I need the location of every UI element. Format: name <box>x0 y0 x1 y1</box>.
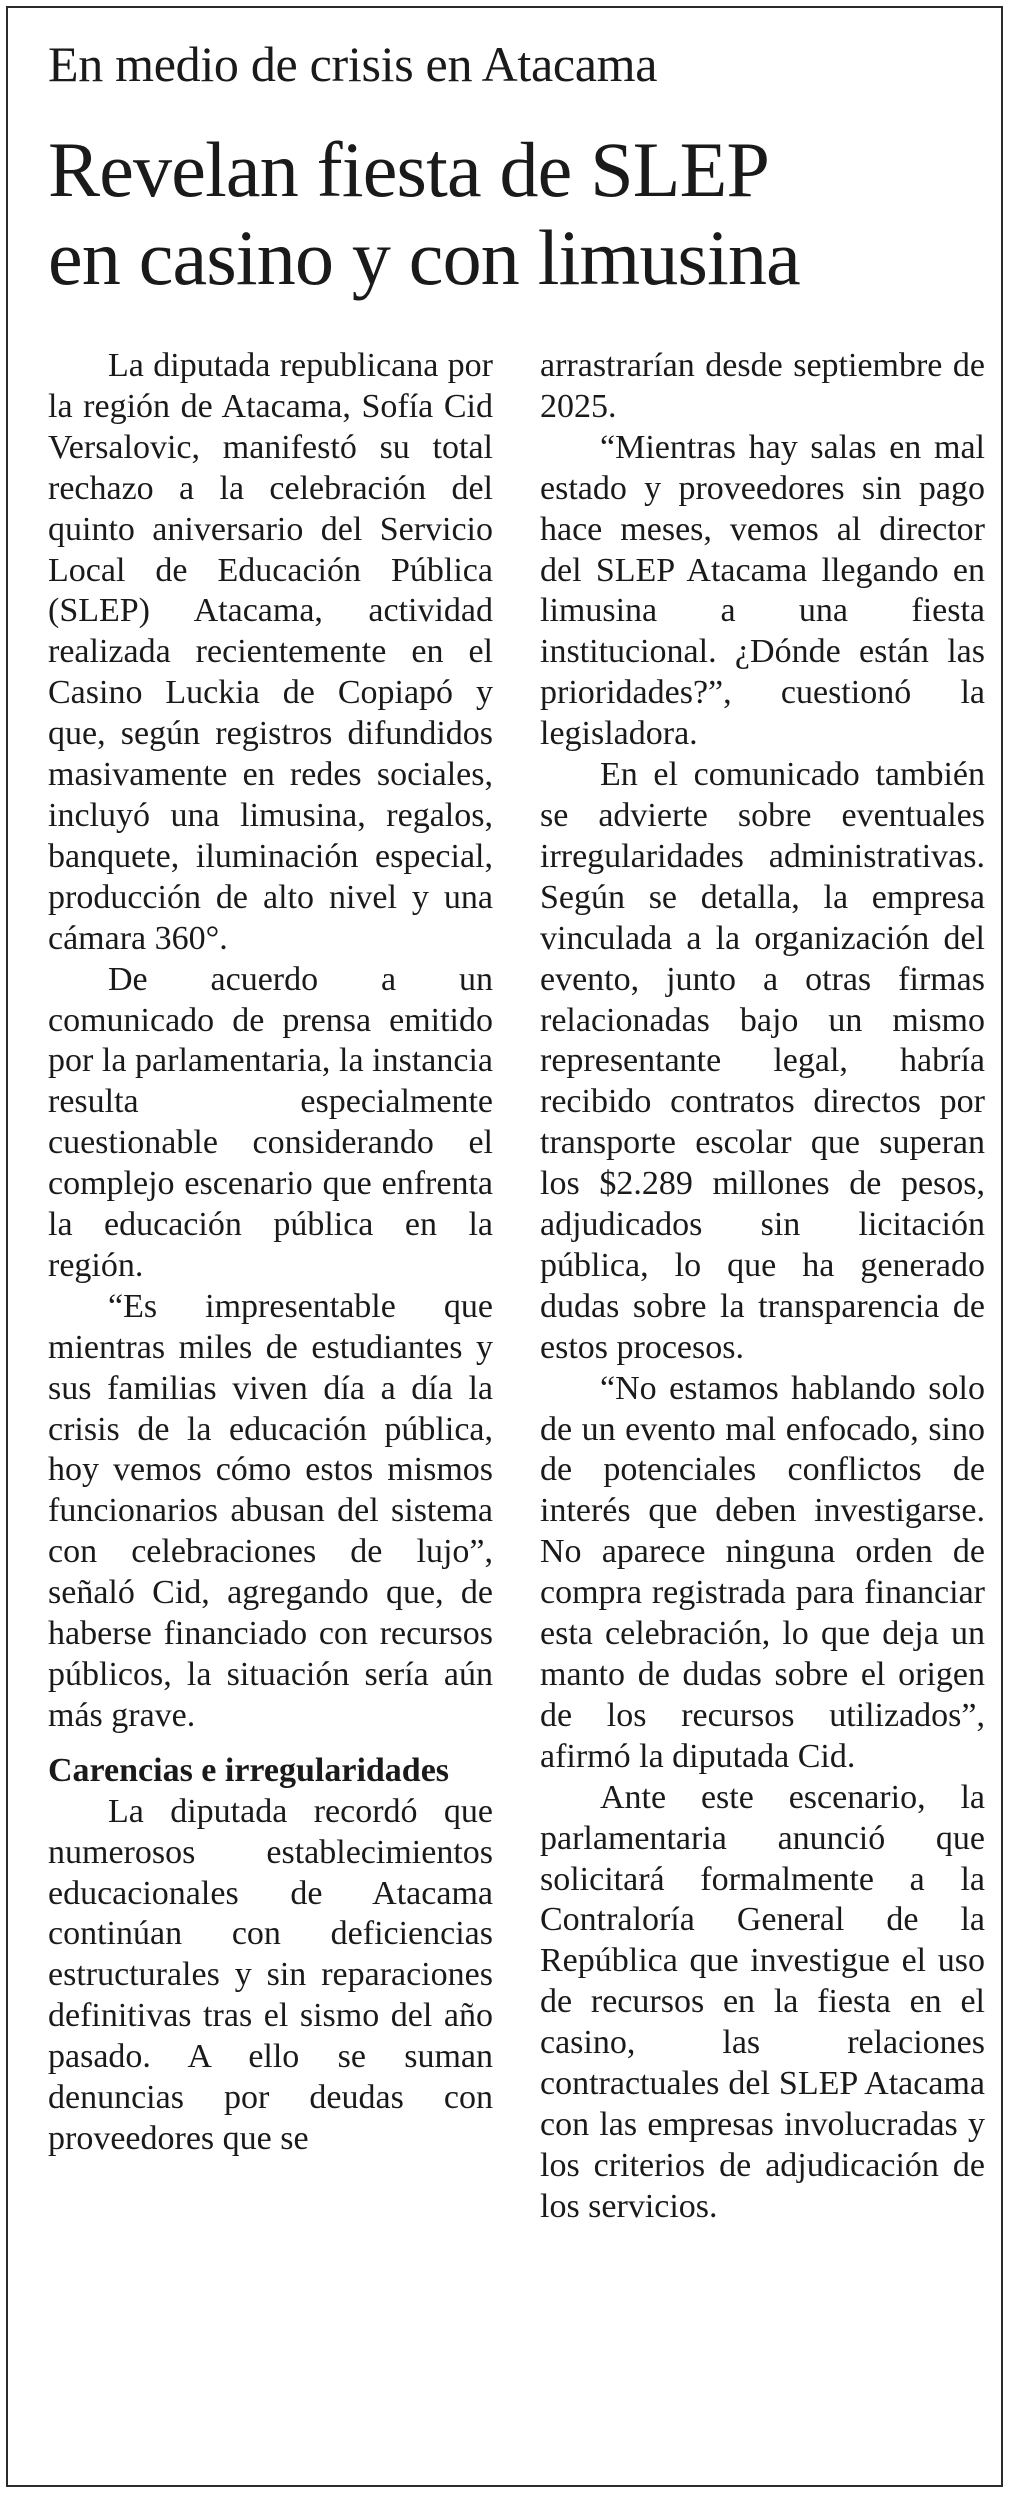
paragraph: “Mientras hay salas en mal estado y proveedores sin pago hace meses, vemos al director del SLEP Atacama llegando en limusina a una fiesta institucional. ¿Dónde están las prioridades?”, cuestionó la legisladora. <box>540 428 985 753</box>
section-subheading: Carencias e irregularidades <box>48 1751 450 1789</box>
paragraph: “No estamos hablando solo de un evento mal enfocado, sino de potenciales conflictos de interés que deben investigarse. No aparece ninguna orden de compra registrada para financiar esta celebración, lo que deja un manto de dudas sobre el origen de los recursos utilizados”, afirmó la diputada Cid. <box>540 1369 985 1775</box>
right-column <box>540 346 985 2228</box>
paragraph: “Es impresentable que mientras miles de estudiantes y sus familias viven día a día la crisis de la educación pública, hoy vemos cómo estos mismos funcionarios abusan del sistema con celebraciones de lujo”, señaló Cid, agregando que, de haberse financiado con recursos públicos, la situación sería aún más grave. <box>48 1287 493 1734</box>
article-headline <box>48 126 988 302</box>
article-kicker: En medio de crisis en Atacama <box>48 36 658 92</box>
paragraph: La diputada recordó que numerosos establecimientos educacionales de Atacama continúan con deficiencias estructurales y sin reparaciones definitivas tras el sismo del año pasado. A ello se suman denuncias por deudas con proveedores que se <box>48 1792 493 2157</box>
article-clipping <box>6 6 1003 2487</box>
paragraph: Ante este escenario, la parlamentaria anunció que solicitará formalmente a la Contraloría General de la República que investigue el uso de recursos en la fiesta en el casino, las relaciones contractuales del SLEP Atacama con las empresas involucradas y los criterios de adjudicación de los servicios. <box>540 1778 985 2225</box>
headline-line-1: Revelan fiesta de SLEP <box>48 126 770 213</box>
headline-line-2: en casino y con limusina <box>48 214 800 301</box>
paragraph: En el comunicado también se advierte sobre eventuales irregularidades administrativas. Según se detalla, la empresa vinculada a la organización del evento, junto a otras firmas relacionadas bajo un mismo representante legal, habría recibido contratos directos por transporte escolar que superan los $2.289 millones de pesos, adjudicados sin licitación pública, lo que ha generado dudas sobre la transparencia de estos procesos. <box>540 756 985 1366</box>
paragraph: De acuerdo a un comunicado de prensa emitido por la parlamentaria, la instancia resulta especialmente cuestionable considerando el complejo escenario que enfrenta la educación pública en la región. <box>48 960 493 1284</box>
paragraph-continued: arrastrarían desde septiembre de 2025. <box>540 347 985 425</box>
paragraph: La diputada republicana por la región de Atacama, Sofía Cid Versalovic, manifestó su total rechazo a la celebración del quinto aniversario del Servicio Local de Educación Pública (SLEP) Atacama, actividad realizada recientemente en el Casino Luckia de Copiapó y que, según registros difundidos masivamente en redes sociales, incluyó una limusina, regalos, banquete, iluminación especial, producción de alto nivel y una cámara 360°. <box>48 347 493 957</box>
left-column <box>48 346 493 2160</box>
